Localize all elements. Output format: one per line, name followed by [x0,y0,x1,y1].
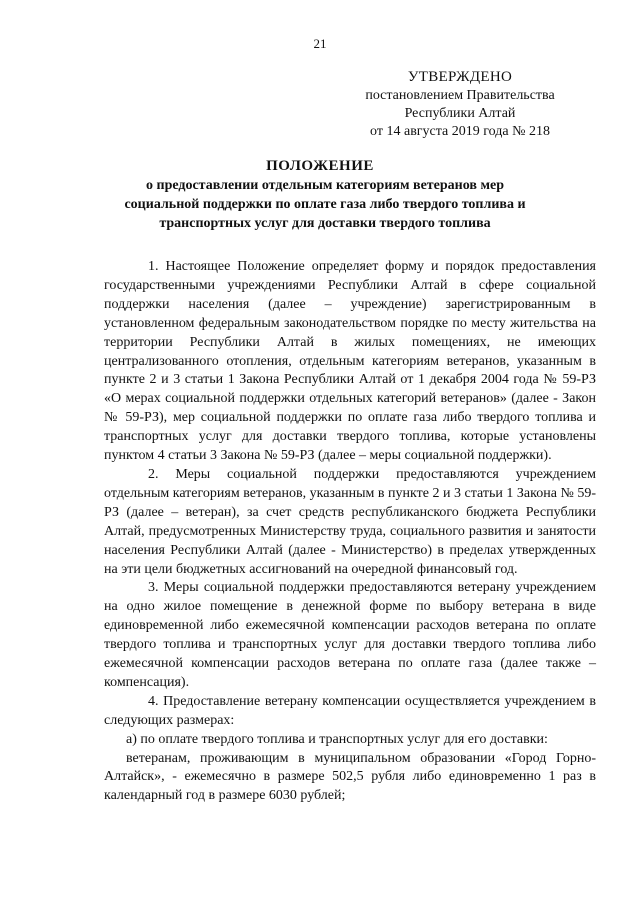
paragraph-4a: а) по оплате твердого топлива и транспортных услуг для его доставки: [126,731,548,747]
paragraph-4: 4. Предоставление ветерану компенсации осуществляется учреждением в следующих размерах: [104,693,596,728]
paragraph-4a-detail: ветеранам, проживающим в муниципальном образовании «Город Горно-Алтайск», - ежемесячно в размере 502,5 рубля либо единовременно 1 раз в календарный год в размере 6030 рублей; [104,750,596,804]
document-body [104,258,596,806]
paragraph-2: 2. Меры социальной поддержки предоставляются учреждением отдельным категориям ветеранов, указанным в пункте 2 и 3 статьи 1 Закона № 59-РЗ (далее – ветеран), за счет средств республиканского бюджета Республики Алтай, предусмотренных Министерству труда, социального развития и занятости населения Республики Алтай (далее - Министерство) в пределах утвержденных на эти цели бюджетных ассигнований на очередной финансовый год. [104,466,596,577]
paragraph-3: 3. Меры социальной поддержки предоставляются ветерану учреждением на одно жилое помещение в денежной форме по выбору ветерана в виде единовременной либо ежемесячной компенсации расходов ветерана по оплате твердого топлива и транспортных услуг для доставки твердого топлива либо ежемесячной компенсации расходов ветерана по оплате газа (далее также – компенсация). [104,580,596,690]
page-number: 21 [313,36,327,51]
approval-block [350,68,570,141]
document-subtitle: о предоставлении отдельным категориям ветеранов мер социальной поддержки по оплате газа либо твердого топлива и транспортных услуг для доставки твердого топлива [124,178,526,231]
approval-line-1: постановлением Правительства [365,88,555,103]
approval-line-2: Республики Алтай [404,106,516,121]
document-title: ПОЛОЖЕНИЕ [266,158,374,174]
approval-line-3: от 14 августа 2019 года № 218 [370,124,550,139]
paragraph-1: 1. Настоящее Положение определяет форму и порядок предоставления государственными учреждениями Республики Алтай в сфере социальной поддержки населения (далее – учреждение) зарегистрированным в установленном федеральным законодательством порядке по месту жительства на территории Республики Алтай в жилых помещениях, не имеющих централизованного отопления, отдельным категориям ветеранов, указанным в пункте 2 и 3 статьи 1 Закона Республики Алтай от 1 декабря 2004 года № 59-РЗ «О мерах социальной поддержки отдельных категорий ветеранов» (далее - Закон № 59-РЗ), мер социальной поддержки по оплате газа либо твердого топлива и транспортных услуг для доставки твердого топлива, которые установлены пунктом 4 статьи 3 Закона № 59-РЗ (далее – меры социальной поддержки). [104,259,596,464]
approval-title: УТВЕРЖДЕНО [407,69,513,85]
